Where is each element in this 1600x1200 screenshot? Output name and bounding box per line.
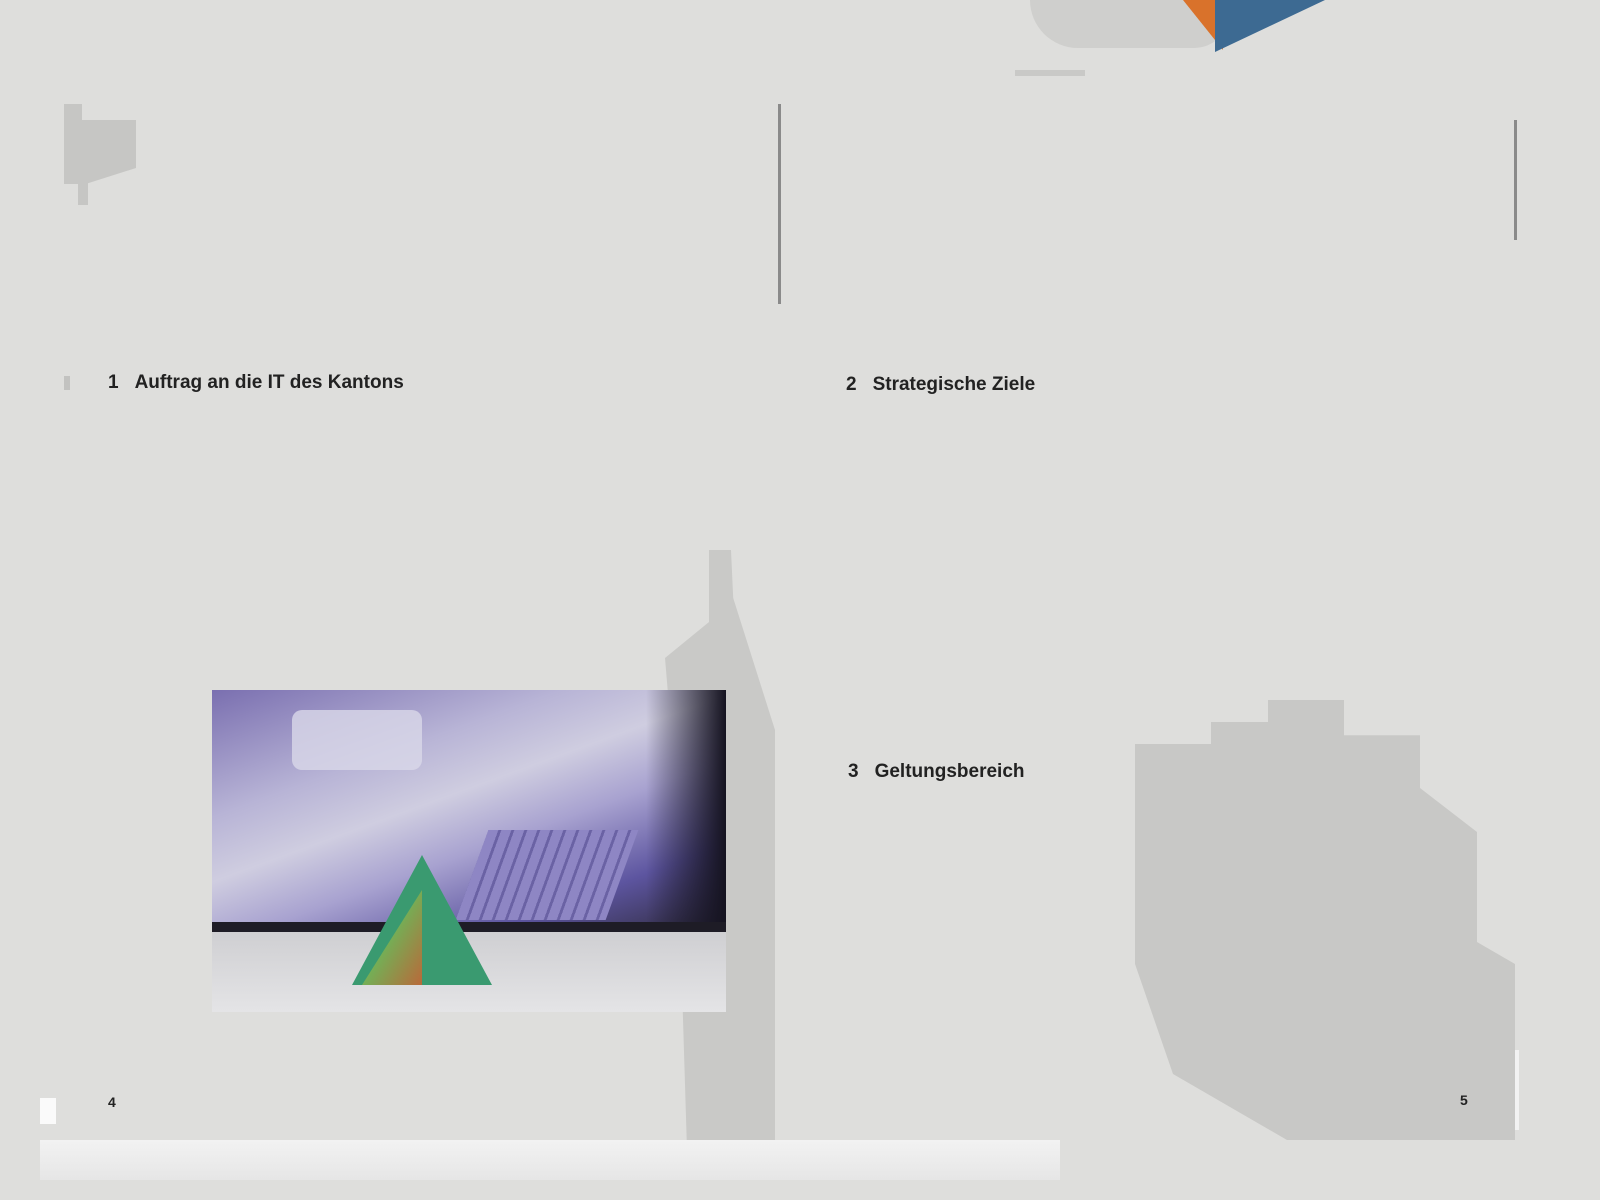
page-number-right: 5 (1460, 1092, 1468, 1108)
page-number-left: 4 (108, 1094, 116, 1110)
section-2-heading (846, 374, 1035, 396)
page-divider (1515, 1050, 1519, 1130)
section-title: Strategische Ziele (872, 374, 1036, 395)
photo-prism (352, 855, 492, 985)
decorative-tab (40, 1098, 56, 1124)
page-divider (778, 104, 781, 304)
section-number: 1 (108, 372, 119, 393)
section-1-heading (108, 372, 404, 394)
section-number: 2 (846, 374, 857, 395)
decorative-silhouette (1135, 700, 1515, 1140)
photo-highlight (292, 710, 422, 770)
decorative-line (1015, 70, 1085, 76)
section-number: 3 (848, 761, 859, 782)
section-title: Auftrag an die IT des Kantons (134, 372, 404, 393)
page-divider (1514, 120, 1517, 240)
decorative-mark (78, 175, 88, 205)
laptop-prism-photo (212, 690, 726, 1012)
decorative-band (40, 1140, 1060, 1180)
decorative-mark (64, 104, 136, 184)
photo-shadow (646, 690, 726, 930)
section-title: Geltungsbereich (874, 761, 1025, 782)
blue-triangle-graphic (1215, 0, 1325, 52)
section-3-heading (848, 761, 1025, 783)
section-marker (64, 376, 70, 390)
